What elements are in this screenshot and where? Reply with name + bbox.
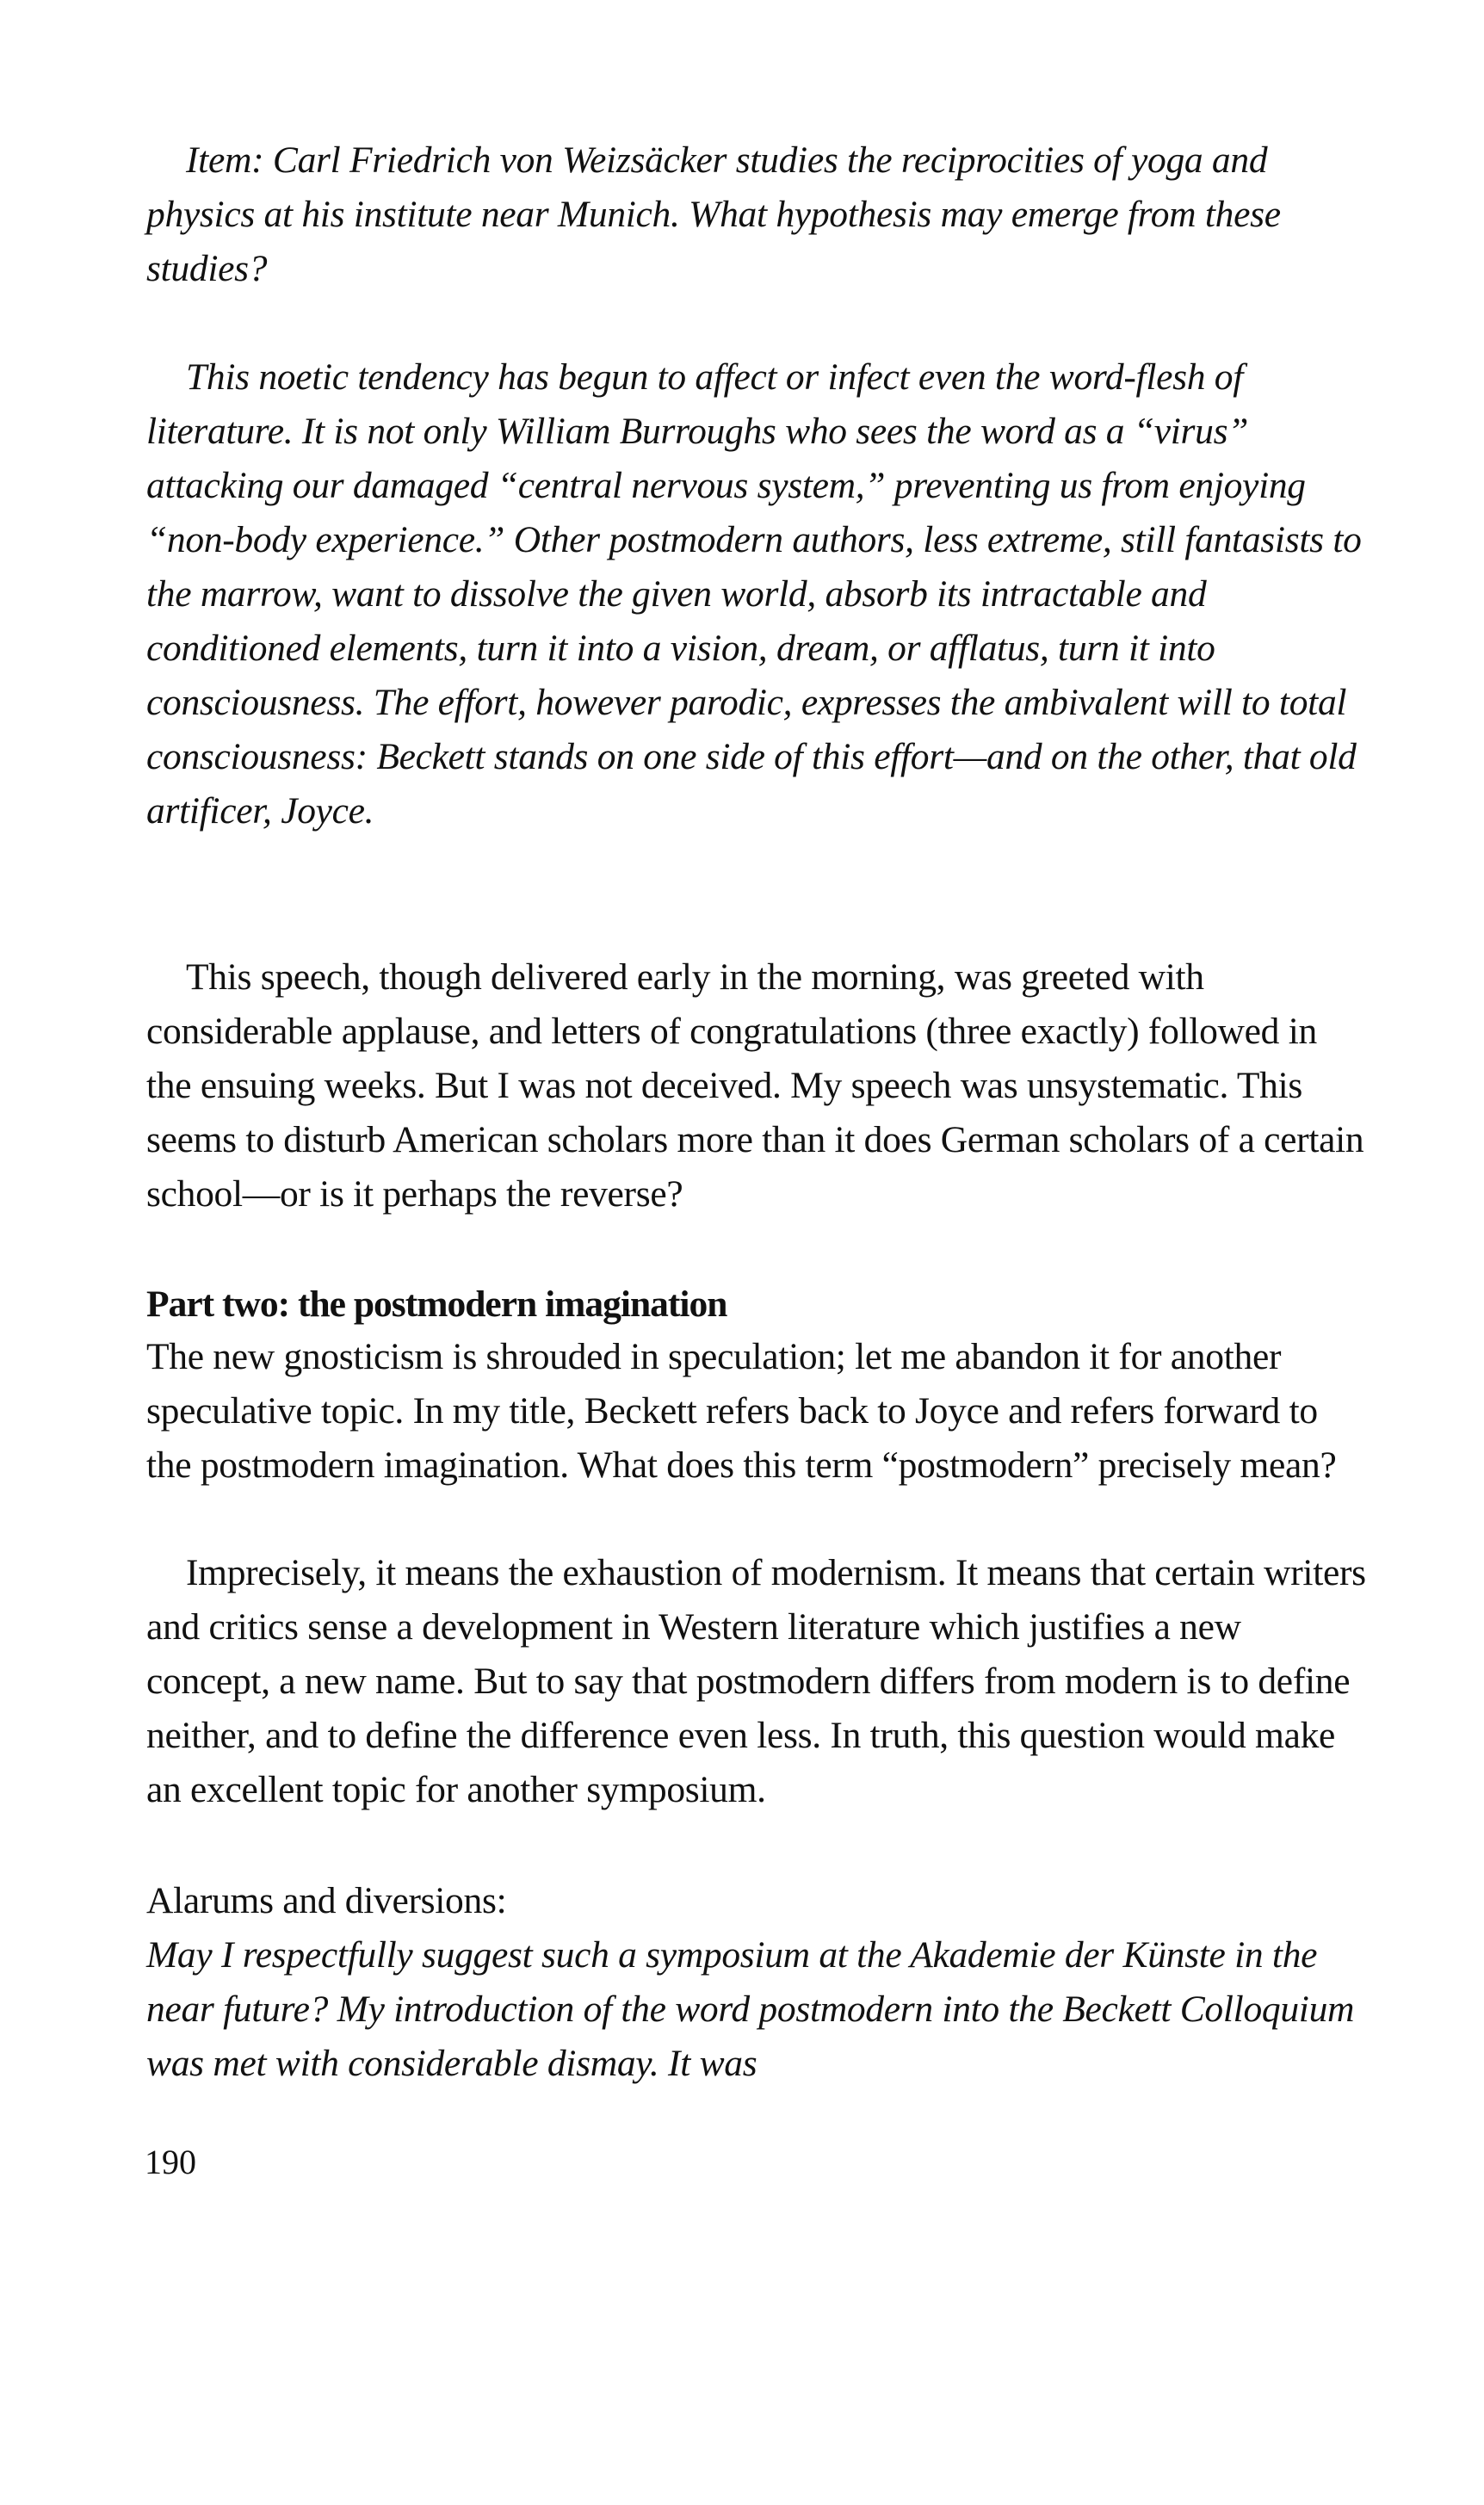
imprecisely-paragraph: Imprecisely, it means the exhaustion of modernism. It means that certain writers and critics sense a development in Western literature which justifies a new concept, a new name. But to say that postmodern differs from modern is to define neither, and to define the difference even less. In truth, this question would make an excellent topic for another symposium. [146, 1552, 1366, 1810]
speech-reception-paragraph: This speech, though delivered early in the morning, was greeted with considerable applause, and letters of congratulations (three exactly) followed in the ensuing weeks. But I was not deceived. My speech was unsystematic. This seems to disturb American scholars more than it does German scholars of a certain school—or is it perhaps the reverse? [146, 956, 1364, 1215]
noetic-tendency-paragraph: This noetic tendency has begun to affect or infect even the word-flesh of literature. It is not only William Burroughs who sees the word as a “virus” attacking our damaged “central nervous system,” preventing us from enjoying “non-body experience.” Other postmodern authors, less extreme, still fantasists to the marrow, want to dissolve the given world, absorb its intractable and conditioned elements, turn it into a vision, dream, or afflatus, turn it into consciousness. The effort, however parodic, expresses the ambivalent will to total consciousness: Beckett stands on one side of this effort—and on the other, that old artificer, Joyce. [146, 356, 1362, 832]
alarums-line: Alarums and diversions: [146, 1880, 507, 1921]
page-number: 190 [145, 2143, 196, 2181]
item-paragraph: Item: Carl Friedrich von Weizsäcker studies the reciprocities of yoga and physics at his institute near Munich. What hypothesis may emerge from these studies? [146, 139, 1281, 289]
section-heading: Part two: the postmodern imagination [146, 1283, 727, 1325]
gnosticism-paragraph: The new gnosticism is shrouded in speculation; let me abandon it for another speculative topic. In my title, Beckett refers back to Joyce and refers forward to the postmodern imagination. What does this term “postmodern” precisely mean? [146, 1336, 1337, 1486]
symposium-suggestion-paragraph: May I respectfully suggest such a symposium at the Akademie der Künste in the near future? My introduction of the word postmodern into the Beckett Colloquium was met with considerable dismay. It was [146, 1934, 1355, 2084]
